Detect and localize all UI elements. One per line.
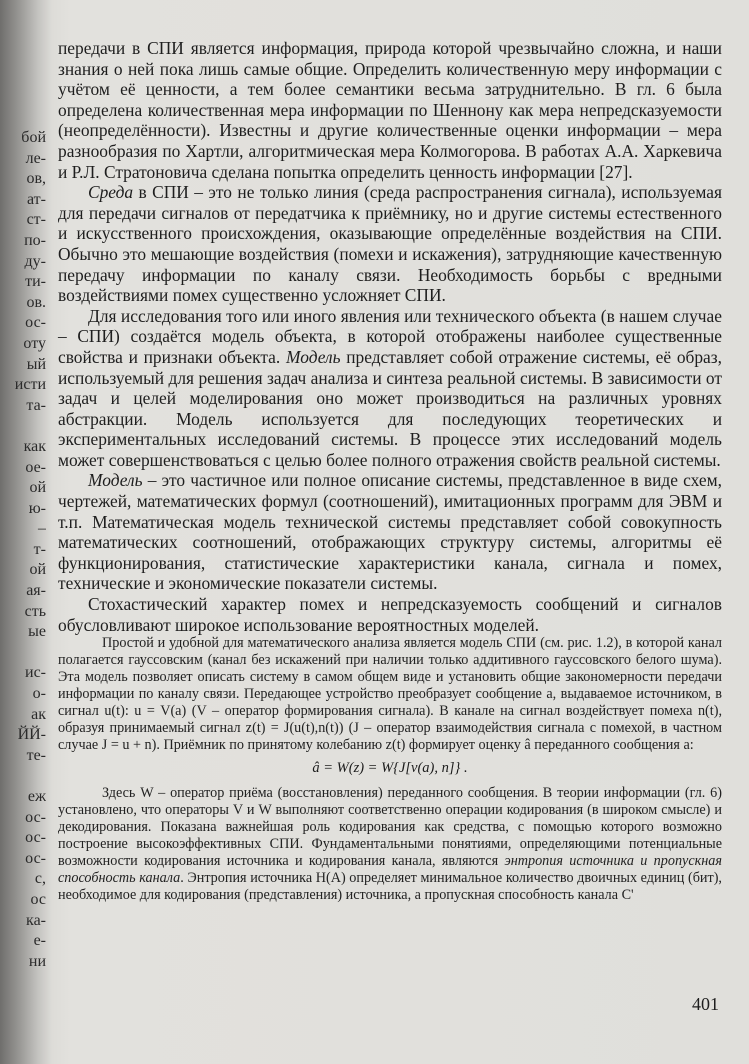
margin-fragment: бой: [21, 129, 46, 146]
margin-fragment: ти-: [25, 273, 46, 291]
page-content: [58, 38, 722, 904]
margin-fragment: ни: [28, 952, 46, 970]
margin-fragment: ю-: [28, 499, 46, 517]
margin-fragment: ле-: [25, 149, 46, 167]
margin-fragment: по-: [24, 231, 46, 249]
paragraph-4: [58, 470, 722, 594]
margin-fragment: ой: [29, 479, 46, 497]
margin-fragment: ов,: [26, 170, 46, 188]
term-model-2: Модель: [88, 470, 143, 491]
term-sreda: Среда: [88, 182, 134, 203]
margin-fragment: ос-: [25, 808, 46, 826]
paragraph-3-text-a: Для исследования того или иного явления или технического объекта (в нашем случае – СПИ) создаётся модель объекта, в которой отображены наиболее существенные свойства и признаки объекта.: [58, 305, 722, 367]
paragraph-4-text: – это частичное или полное описание системы, представленное в виде схем, чертежей, математических формул (соотношений), имитационных программ для ЭВМ и т.п. Математическая модель технической системы представляет собой совокупность математических соотношений, отображающих структуру системы, алгоритмы её функционирования, статистические характеристики канала, сигнала и помех, технические и экономические показатели системы.: [58, 470, 722, 594]
margin-fragment: ЙЙ-: [17, 726, 46, 744]
margin-fragment: ые: [28, 623, 46, 641]
paragraph-3-text-b: представляет собой отражение системы, её образ, используемый для решения задач анализа и синтеза реальной системы. В зависимости от задач и целей моделирования оно может производиться на различных уровнях абстракции. Модель используется для последующих теоретических и экспериментальных исследований системы. В процессе этих исследований модель может совершенствоваться с целью более полного отражения свойств реальной системы.: [58, 346, 722, 470]
margin-fragment: исти: [14, 376, 46, 394]
margin-fragment: е-: [33, 932, 46, 950]
margin-fragment: ст-: [26, 211, 46, 229]
margin-fragment: ис-: [25, 664, 46, 682]
margin-fragment: ос-: [25, 314, 46, 332]
margin-fragment: ак: [31, 705, 46, 723]
margin-fragment: сть: [24, 602, 46, 620]
margin-fragment: ой: [29, 561, 46, 579]
margin-fragment: ый: [26, 355, 46, 373]
margin-fragment: те-: [26, 746, 46, 764]
margin-fragment: [0, 766, 46, 787]
left-page-margin-fragments: [0, 128, 46, 972]
margin-fragment: [0, 416, 46, 437]
margin-fragment: ов.: [26, 293, 46, 311]
margin-fragment: [0, 643, 46, 664]
margin-fragment: т-: [33, 540, 46, 558]
margin-fragment: ос: [30, 890, 46, 908]
small-paragraph-2-text-b: . Энтропия источника H(A) определяет минимальное количество двоичных единиц (бит), необходимое для кодирования (представления) источника, а пропускная способность канала C': [58, 870, 722, 904]
small-paragraph-2: [58, 785, 722, 904]
page-number: 401: [692, 994, 719, 1014]
margin-fragment: как: [23, 437, 46, 455]
paragraph-5: Стохастический характер помех и непредсказуемость сообщений и сигналов обусловливают широкое использование вероятностных моделей.: [58, 594, 722, 635]
term-entropy-capacity: энтропия источника и пропускная способность канала: [58, 853, 722, 887]
margin-fragment: ду-: [24, 252, 46, 270]
small-paragraph-1: Простой и удобной для математического анализа является модель СПИ (см. рис. 1.2), в которой канал полагается гауссовским (канал без искажений при наличии только аддитивного гауссовского белого шума). Эта модель позволяет описать систему в самом общем виде и установить общие закономерности передачи информации по каналу связи. Передающее устройство преобразует сообщение a, выдаваемое источником, в сигнал u(t): u = V(a) (V – оператор формирования сигнала). В канале на сигнал воздействует помеха n(t), образуя принимаемый сигнал z(t) = J(u(t),n(t)) (J – оператор взаимодействия сигнала с помехой, в частном случае J = u + n). Приёмник по принятому колебанию z(t) формирует оценку â переданного сообщения a:: [58, 635, 722, 754]
paragraph-2: [58, 182, 722, 306]
margin-fragment: еж: [27, 788, 46, 805]
margin-fragment: оту: [23, 334, 46, 352]
margin-fragment: ос-: [25, 849, 46, 867]
term-model-1: Модель: [285, 346, 341, 367]
paragraph-2-text: в СПИ – это не только линия (среда распространения сигнала), используемая для передачи сигналов от передатчика к приёмнику, но и другие системы естественного и искусственного происхождения, оказывающие определённые воздействия на СПИ. Обычно это мешающие воздействия (помехи и искажения), затрудняющие качественную передачу информации по каналу связи. Необходимость борьбы с вредными воздействиями помех существенно усложняет СПИ.: [58, 182, 722, 306]
small-paragraph-2-text-a: Здесь W – оператор приёма (восстановления) переданного сообщения. В теории информации (гл. 6) установлено, что операторы V и W выполняют соответственно операции кодирования (в широком смысле) и декодирования. Показана важнейшая роль кодирования как средства, с помощью которого возможно построение высокоэффективных СПИ. Фундаментальными понятиями, определяющими потенциальные возможности кодирования источника и кодирования канала, являются: [58, 785, 722, 870]
paragraph-3: [58, 306, 722, 471]
formula: â = W(z) = W{J[v(a), n]} .: [312, 760, 468, 777]
margin-fragment: та-: [26, 396, 46, 414]
margin-fragment: ка-: [26, 911, 46, 929]
margin-fragment: ое-: [25, 458, 46, 476]
margin-fragment: ат-: [26, 190, 46, 208]
margin-fragment: –: [38, 520, 46, 538]
margin-fragment: ая-: [26, 582, 46, 600]
paragraph-1: передачи в СПИ является информация, природа которой чрезвычайно сложна, и наши знания о ней пока лишь самые общие. Определить количественную меру информации с учётом её ценности, а тем более семантики весьма затруднительно. В гл. 6 была определена количественная мера информации по Шеннону как мера непредсказуемости (неопределённости). Известны и другие количественные оценки информации – мера разнообразия по Хартли, алгоритмическая мера Колмогорова. В работах А.А. Харкевича и Р.Л. Стратоновича сделана попытка определить ценность информации [27].: [58, 38, 722, 182]
margin-fragment: ос-: [25, 829, 46, 847]
margin-fragment: с,: [34, 870, 46, 888]
margin-fragment: о-: [32, 685, 46, 703]
